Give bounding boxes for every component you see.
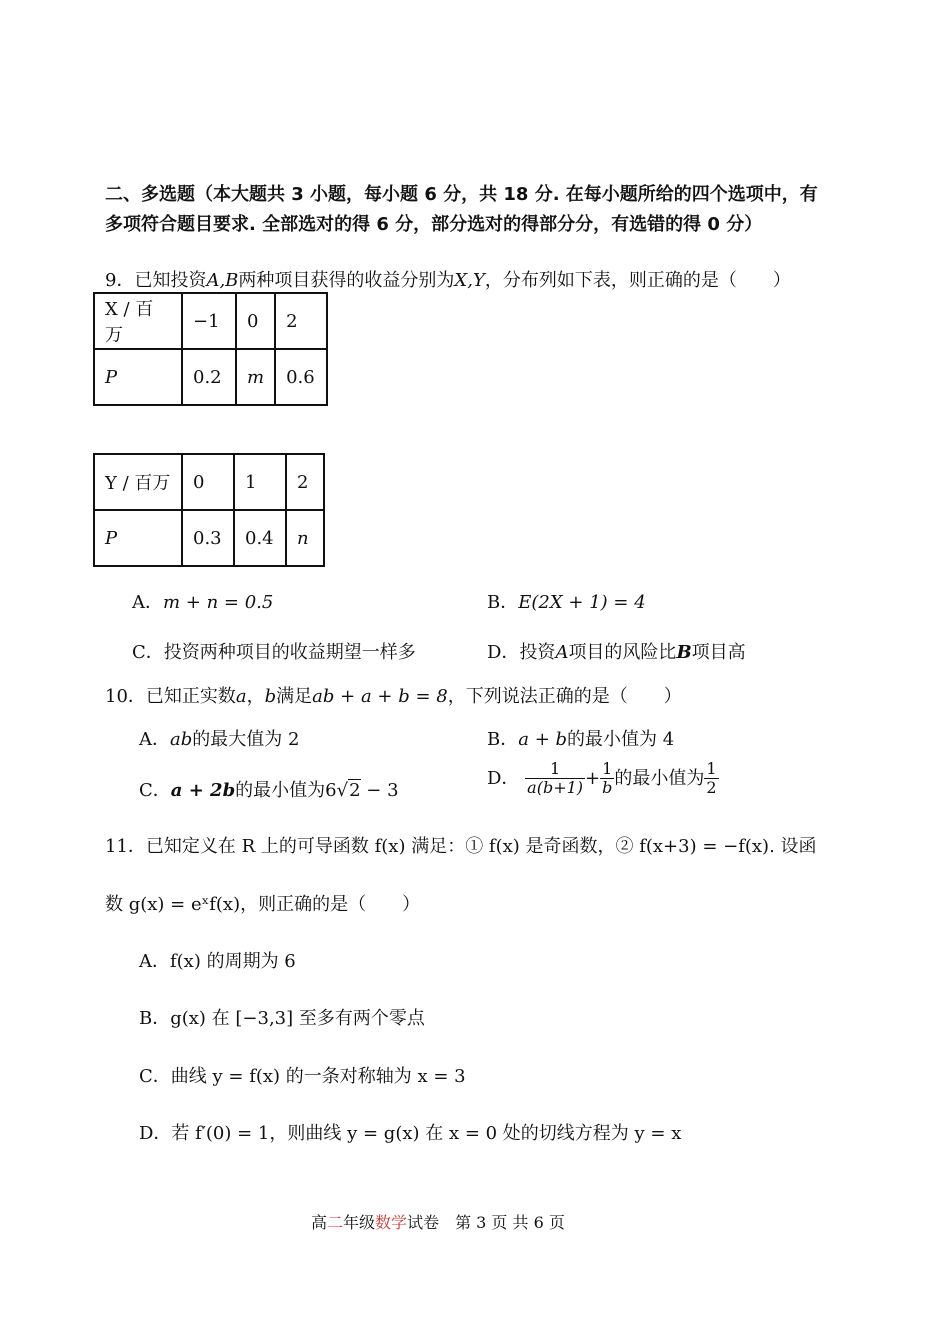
q11-option-a: A．f(x) 的周期为 6 [139, 951, 296, 972]
fraction: $\frac{1}{a(b+1)}$ [527, 759, 584, 798]
table-cell: 2 [275, 293, 327, 349]
table-cell: 0.6 [275, 349, 327, 405]
q11-option-d: D．若 f′(0) = 1，则曲线 y = g(x) 在 x = 0 处的切线方程为 y = x [139, 1123, 682, 1144]
table-cell: P [94, 510, 182, 566]
table-row [94, 293, 327, 349]
sqrt-symbol: √ [336, 780, 349, 801]
table-cell: 0 [236, 293, 275, 349]
section-title-line1: 二、多选题（本大题共 3 小题，每小题 6 分，共 18 分. 在每小题所给的四个选项中，有 [105, 184, 818, 205]
q9-option-b: B．E(2X + 1) = 4 [487, 592, 646, 613]
section-title-line2: 多项符合题目要求. 全部选对的得 6 分，部分选对的得部分分，有选错的得 0 分） [105, 214, 763, 235]
table-cell: 0 [182, 454, 234, 510]
q11-option-c: C．曲线 y = f(x) 的一条对称轴为 x = 3 [139, 1066, 466, 1087]
q11-option-b: B．g(x) 在 [−3,3] 至多有两个零点 [139, 1008, 425, 1029]
question-11-stem-line1: 11．已知定义在 R 上的可导函数 f(x) 满足：① f(x) 是奇函数，② f(x+3) = −f(x). 设函 [105, 836, 817, 857]
q10-option-a: A．ab的最大值为 2 [139, 729, 300, 750]
question-11-number: 11． [105, 836, 146, 857]
question-9-number: 9． [105, 270, 135, 291]
table-cell: 0.2 [182, 349, 236, 405]
table-row [94, 510, 324, 566]
q9-option-d: D．投资A项目的风险比B项目高 [487, 642, 746, 663]
table-cell: X / 百万 [94, 293, 182, 349]
question-10-stem: 10．已知正实数a，b满足ab + a + b = 8，下列说法正确的是（ ） [105, 686, 682, 707]
question-10-number: 10． [105, 686, 146, 707]
table-cell: 1 [234, 454, 286, 510]
table-cell: 0.3 [182, 510, 234, 566]
table-cell: Y / 百万 [94, 454, 182, 510]
q10-option-c: C．a + 2b的最小值为6√2 − 3 [139, 780, 399, 801]
table-row [94, 454, 324, 510]
table-cell: m [236, 349, 275, 405]
fraction: $\frac{1}{2}$ [706, 759, 717, 798]
q9-option-a: A．m + n = 0.5 [132, 592, 274, 613]
q9-option-c: C．投资两种项目的收益期望一样多 [132, 642, 416, 663]
q10-option-b: B．a + b的最小值为 4 [487, 729, 675, 750]
fraction: $\frac{1}{b}$ [602, 759, 613, 798]
distribution-table-y [93, 453, 325, 567]
page-footer: 高二年级数学试卷 第 3 页 共 6 页 [311, 1213, 565, 1232]
table-row [94, 349, 327, 405]
distribution-table-x [93, 292, 328, 406]
table-cell: 0.4 [234, 510, 286, 566]
question-9-stem: 9．已知投资A,B两种项目获得的收益分别为X,Y，分布列如下表，则正确的是（ ） [105, 270, 791, 291]
question-11-stem-line2: 数 g(x) = eˣf(x)，则正确的是（ ） [105, 894, 421, 915]
table-cell: −1 [182, 293, 236, 349]
table-cell: 2 [286, 454, 324, 510]
table-cell: P [94, 349, 182, 405]
q10-option-d: D． $\frac{1}{a(b+1)}$ + $\frac{1}{b}$ 的最小值为 $\frac{1}{2}$ [487, 759, 717, 798]
table-cell: n [286, 510, 324, 566]
